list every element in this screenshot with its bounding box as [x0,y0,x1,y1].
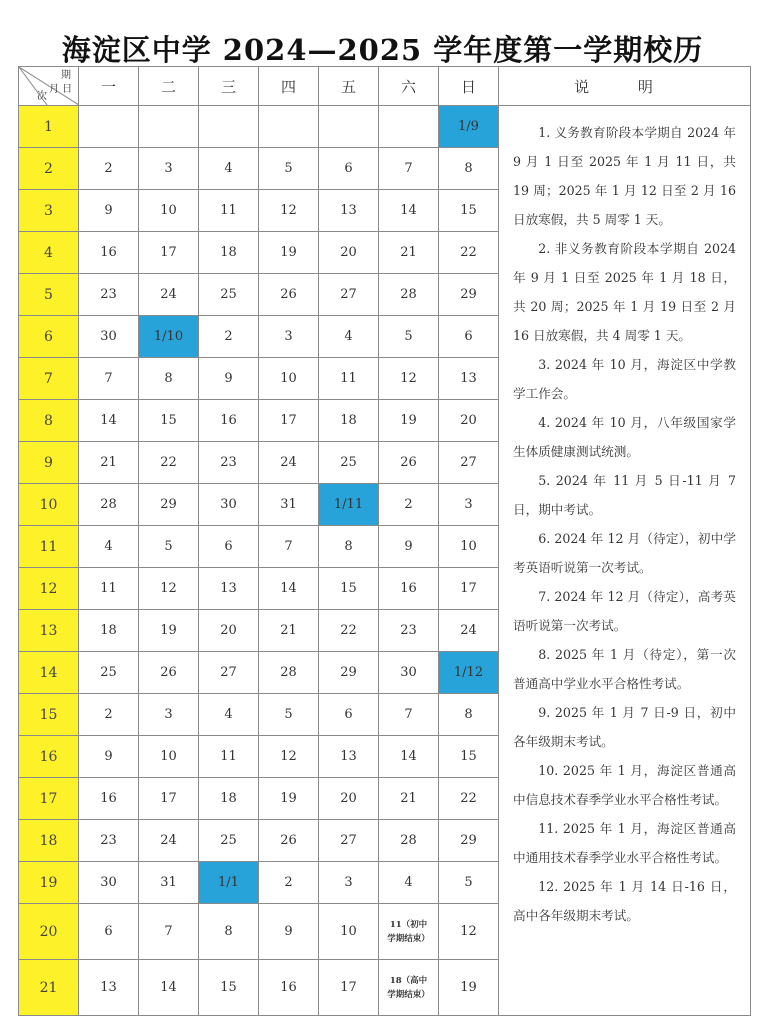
date-cell: 26 [259,274,319,316]
week-number: 5 [19,274,79,316]
date-cell: 7 [259,526,319,568]
date-cell: 20 [319,232,379,274]
date-cell: 19 [439,960,499,1016]
notes-header: 说 明 [499,67,751,106]
date-cell: 14 [379,190,439,232]
date-cell: 6 [319,148,379,190]
date-cell: 30 [79,862,139,904]
date-cell: 9 [79,736,139,778]
date-cell: 4 [319,316,379,358]
empty-date [199,106,259,148]
school-calendar-table [18,66,751,1016]
date-cell: 21 [79,442,139,484]
corner-label-period: 期 [61,70,71,81]
date-cell: 6 [319,694,379,736]
date-cell: 8 [439,148,499,190]
date-cell: 5 [439,862,499,904]
date-cell: 22 [319,610,379,652]
week-number: 1 [19,106,79,148]
date-cell: 2 [79,694,139,736]
date-cell: 17 [259,400,319,442]
date-cell: 20 [439,400,499,442]
date-cell: 12 [259,736,319,778]
date-cell: 30 [199,484,259,526]
date-cell: 28 [259,652,319,694]
date-cell: 27 [319,274,379,316]
date-cell: 8 [199,904,259,960]
date-cell: 14 [379,736,439,778]
term-end-date [379,904,439,960]
date-cell: 23 [79,820,139,862]
date-cell: 20 [319,778,379,820]
date-cell: 16 [79,232,139,274]
note-item: 3. 2024 年 10 月，海淀区中学教学工作会。 [513,357,736,401]
empty-date [79,106,139,148]
corner-label-week: 次 [37,91,47,102]
date-cell: 9 [199,358,259,400]
week-number: 11 [19,526,79,568]
date-cell: 25 [319,442,379,484]
weekday-header: 一 [79,67,139,106]
date-cell: 13 [439,358,499,400]
date-cell: 26 [379,442,439,484]
date-cell: 21 [259,610,319,652]
week-number: 20 [19,904,79,960]
date-cell: 6 [199,526,259,568]
term-end-label: 11（初中学期结束） [387,919,430,944]
date-cell: 3 [319,862,379,904]
date-cell: 7 [379,148,439,190]
date-cell: 24 [439,610,499,652]
date-cell: 12 [259,190,319,232]
date-cell: 24 [139,274,199,316]
empty-date [259,106,319,148]
weekday-header: 二 [139,67,199,106]
date-cell: 28 [379,820,439,862]
date-cell: 31 [259,484,319,526]
empty-date [319,106,379,148]
date-cell: 28 [379,274,439,316]
date-cell: 10 [139,190,199,232]
date-cell: 17 [439,568,499,610]
date-cell: 2 [259,862,319,904]
date-cell: 16 [379,568,439,610]
date-cell: 14 [139,960,199,1016]
corner-header [19,67,79,106]
month-start-date: 1/10 [139,316,199,358]
date-cell: 25 [199,820,259,862]
notes-list [499,106,750,986]
date-cell: 12 [379,358,439,400]
date-cell: 10 [139,736,199,778]
month-start-date: 1/12 [439,652,499,694]
date-cell: 22 [439,232,499,274]
date-cell: 3 [439,484,499,526]
month-start-date: 1/9 [439,106,499,148]
note-item: 4. 2024 年 10 月，八年级国家学生体质健康测试统测。 [513,415,736,459]
page-title: 海淀区中学 2024—2025 学年度第一学期校历 [61,33,704,67]
date-cell: 4 [379,862,439,904]
date-cell: 22 [139,442,199,484]
date-cell: 20 [199,610,259,652]
date-cell: 16 [199,400,259,442]
date-cell: 13 [319,736,379,778]
date-cell: 17 [139,232,199,274]
date-cell: 4 [199,694,259,736]
date-cell: 18 [199,778,259,820]
empty-date [379,106,439,148]
note-item: 11. 2025 年 1 月，海淀区普通高中通用技术春季学业水平合格性考试。 [513,821,736,865]
date-cell: 29 [319,652,379,694]
date-cell: 22 [439,778,499,820]
date-cell: 8 [319,526,379,568]
date-cell: 13 [199,568,259,610]
header-row [19,67,751,106]
date-cell: 29 [139,484,199,526]
date-cell: 10 [319,904,379,960]
date-cell: 15 [319,568,379,610]
date-cell: 15 [439,190,499,232]
date-cell: 6 [79,904,139,960]
date-cell: 26 [259,820,319,862]
week-number: 14 [19,652,79,694]
date-cell: 27 [439,442,499,484]
date-cell: 9 [79,190,139,232]
note-item: 5. 2024 年 11 月 5 日-11 月 7 日，期中考试。 [513,473,736,517]
weekday-header: 五 [319,67,379,106]
note-item: 10. 2025 年 1 月，海淀区普通高中信息技术春季学业水平合格性考试。 [513,763,736,807]
date-cell: 19 [259,232,319,274]
date-cell: 10 [439,526,499,568]
date-cell: 12 [139,568,199,610]
term-end-label: 18（高中学期结束） [387,975,430,1000]
date-cell: 8 [139,358,199,400]
week-number: 15 [19,694,79,736]
date-cell: 19 [259,778,319,820]
date-cell: 17 [319,960,379,1016]
date-cell: 11 [319,358,379,400]
date-cell: 15 [199,960,259,1016]
date-cell: 27 [319,820,379,862]
week-number: 9 [19,442,79,484]
note-item: 12. 2025 年 1 月 14 日-16 日，高中各年级期末考试。 [513,879,736,923]
date-cell: 13 [79,960,139,1016]
date-cell: 11 [199,190,259,232]
date-cell: 18 [79,610,139,652]
date-cell: 8 [439,694,499,736]
week-number: 21 [19,960,79,1016]
week-number: 19 [19,862,79,904]
week-number: 3 [19,190,79,232]
date-cell: 15 [139,400,199,442]
date-cell: 4 [79,526,139,568]
note-item: 6. 2024 年 12 月（待定），初中学考英语听说第一次考试。 [513,531,736,575]
date-cell: 15 [439,736,499,778]
date-cell: 18 [199,232,259,274]
date-cell: 21 [379,778,439,820]
date-cell: 19 [379,400,439,442]
note-item: 7. 2024 年 12 月（待定），高考英语听说第一次考试。 [513,589,736,633]
date-cell: 5 [259,694,319,736]
date-cell: 19 [139,610,199,652]
weekday-header: 四 [259,67,319,106]
date-cell: 30 [79,316,139,358]
weekday-header: 三 [199,67,259,106]
date-cell: 17 [139,778,199,820]
weekday-header: 日 [439,67,499,106]
date-cell: 10 [259,358,319,400]
calendar-body [19,106,751,1016]
week-number: 8 [19,400,79,442]
empty-date [139,106,199,148]
date-cell: 24 [139,820,199,862]
date-cell: 2 [379,484,439,526]
date-cell: 5 [259,148,319,190]
week-number: 4 [19,232,79,274]
date-cell: 3 [139,148,199,190]
date-cell: 3 [259,316,319,358]
date-cell: 26 [139,652,199,694]
date-cell: 23 [79,274,139,316]
week-number: 18 [19,820,79,862]
date-cell: 7 [139,904,199,960]
note-item: 1. 义务教育阶段本学期自 2024 年 9 月 1 日至 2025 年 1 月 11 日，共 19 周；2025 年 1 月 12 日至 2 月 16 日放寒假，共 5 周零 1 天。 [513,125,736,227]
date-cell: 9 [259,904,319,960]
date-cell: 23 [199,442,259,484]
week-number: 12 [19,568,79,610]
date-cell: 27 [199,652,259,694]
date-cell: 2 [79,148,139,190]
notes-column [499,106,751,1016]
date-cell: 5 [379,316,439,358]
date-cell: 9 [379,526,439,568]
date-cell: 14 [259,568,319,610]
corner-label-date: 月 日 [49,84,73,95]
date-cell: 3 [139,694,199,736]
date-cell: 31 [139,862,199,904]
date-cell: 29 [439,274,499,316]
note-item: 9. 2025 年 1 月 7 日-9 日，初中各年级期末考试。 [513,705,736,749]
date-cell: 5 [139,526,199,568]
date-cell: 7 [379,694,439,736]
week-row [19,106,751,148]
week-number: 17 [19,778,79,820]
date-cell: 16 [79,778,139,820]
date-cell: 23 [379,610,439,652]
date-cell: 6 [439,316,499,358]
date-cell: 28 [79,484,139,526]
date-cell: 4 [199,148,259,190]
date-cell: 13 [319,190,379,232]
month-start-date: 1/1 [199,862,259,904]
note-item: 2. 非义务教育阶段本学期自 2024 年 9 月 1 日至 2025 年 1 月 18 日，共 20 周；2025 年 1 月 19 日至 2 月 16 日放寒假，共 4 周零 1 天。 [513,241,736,343]
date-cell: 11 [79,568,139,610]
date-cell: 21 [379,232,439,274]
date-cell: 14 [79,400,139,442]
week-number: 10 [19,484,79,526]
date-cell: 25 [199,274,259,316]
week-number: 16 [19,736,79,778]
week-number: 2 [19,148,79,190]
weekday-header: 六 [379,67,439,106]
note-item: 8. 2025 年 1 月（待定），第一次普通高中学业水平合格性考试。 [513,647,736,691]
date-cell: 12 [439,904,499,960]
date-cell: 30 [379,652,439,694]
term-end-date [379,960,439,1016]
date-cell: 16 [259,960,319,1016]
month-start-date: 1/11 [319,484,379,526]
week-number: 13 [19,610,79,652]
week-number: 7 [19,358,79,400]
date-cell: 24 [259,442,319,484]
week-number: 6 [19,316,79,358]
date-cell: 29 [439,820,499,862]
date-cell: 7 [79,358,139,400]
date-cell: 18 [319,400,379,442]
date-cell: 11 [199,736,259,778]
date-cell: 2 [199,316,259,358]
date-cell: 25 [79,652,139,694]
